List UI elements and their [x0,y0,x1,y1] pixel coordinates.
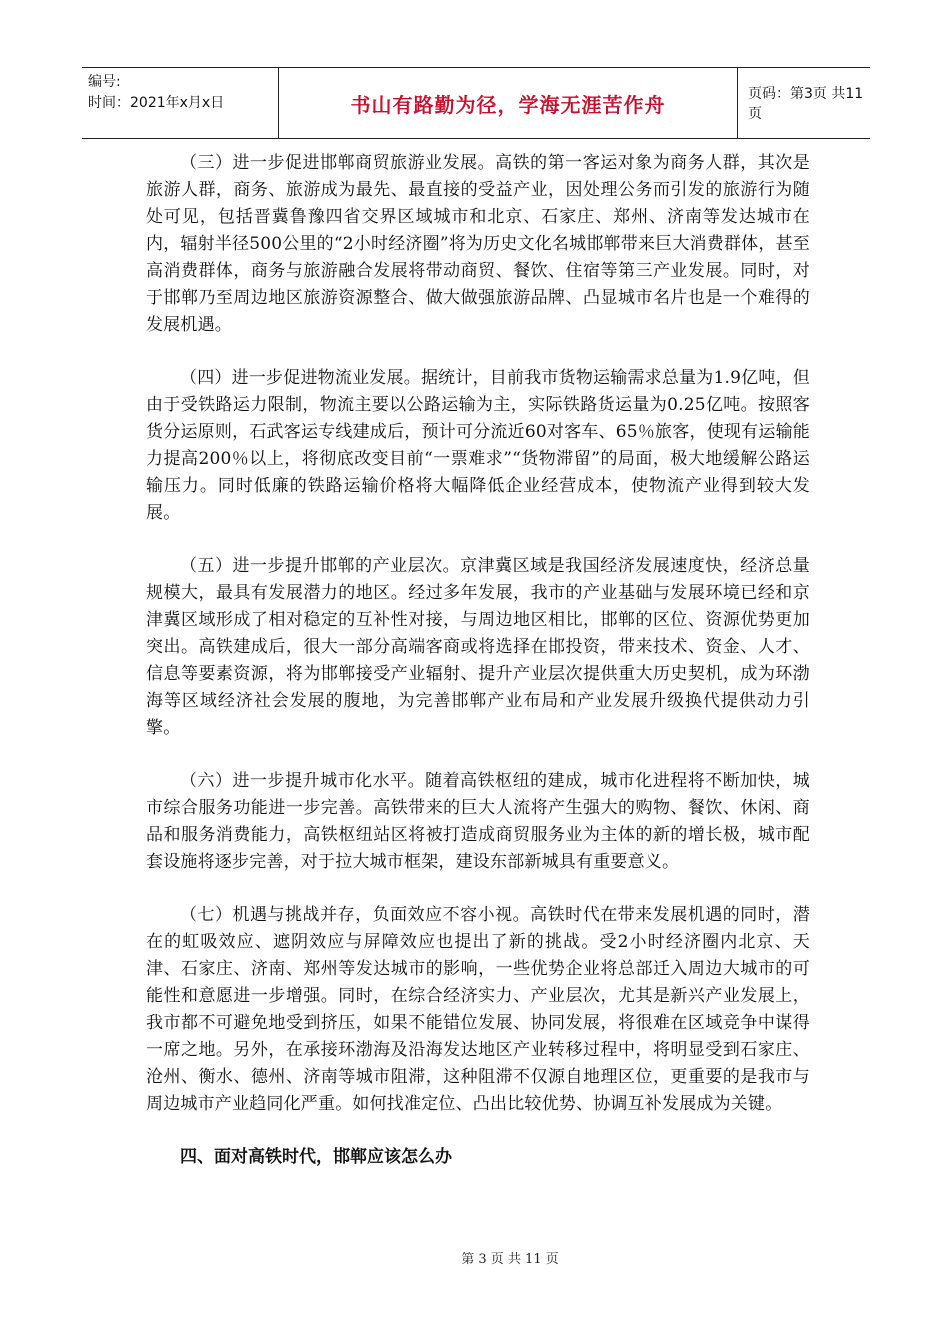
document-date: 时间：2021年x月x日 [88,95,225,111]
page-footer: 第 3 页 共 11 页 [461,1252,559,1267]
section-heading: 四、面对高铁时代，邯郸应该怎么办 [180,1147,452,1167]
header-page-info: 页码：第3页 共11页 [748,86,864,122]
paragraph-6: （六）进一步提升城市化水平。随着高铁枢纽的建成，城市化进程将不断加快，城市综合服务功能进一步完善。高铁带来的巨大人流将产生强大的购物、餐饮、休闲、商品和服务消费能力，高铁枢纽站区将被打造成商贸服务业为主体的新的增长极，城市配套设施将逐步完善，对于拉大城市框架，建设东部新城具有重要意义。 [146,771,810,872]
page-header [82,67,870,139]
paragraph-5: （五）进一步提升邯郸的产业层次。京津冀区域是我国经济发展速度快，经济总量规模大，最具有发展潜力的地区。经过多年发展，我市的产业基础与发展环境已经和京津冀区域形成了相对稳定的互补性对接，与周边地区相比，邯郸的区位、资源优势更加突出。高铁建成后，很大一部分高端客商或将选择在邯投资，带来技术、资金、人才、信息等要素资源，将为邯郸接受产业辐射、提升产业层次提供重大历史契机，成为环渤海等区域经济社会发展的腹地，为完善邯郸产业布局和产业发展升级换代提供动力引擎。 [146,556,810,738]
paragraph-4: （四）进一步促进物流业发展。据统计，目前我市货物运输需求总量为1.9亿吨，但由于受铁路运力限制，物流主要以公路运输为主，实际铁路货运量为0.25亿吨。按照客货分运原则，石武客运专线建成后，预计可分流近60对客车、65％旅客，使现有运输能力提高200％以上，将彻底改变目前“一票难求”“货物滞留”的局面，极大地缓解公路运输压力。同时低廉的铁路运输价格将大幅降低企业经营成本，使物流产业得到较大发展。 [146,368,810,523]
paragraph-3: （三）进一步促进邯郸商贸旅游业发展。高铁的第一客运对象为商务人群，其次是旅游人群，商务、旅游成为最先、最直接的受益产业，因处理公务而引发的旅游行为随处可见，包括晋冀鲁豫四省交界区域城市和北京、石家庄、郑州、济南等发达城市在内，辐射半径500公里的“2小时经济圈”将为历史文化名城邯郸带来巨大消费群体，甚至高消费群体，商务与旅游融合发展将带动商贸、餐饮、住宿等第三产业发展。同时，对于邯郸乃至周边地区旅游资源整合、做大做强旅游品牌、凸显城市名片也是一个难得的发展机遇。 [146,153,810,335]
header-meta [82,68,278,138]
document-number-label: 编号: [88,74,121,90]
paragraph-7: （七）机遇与挑战并存，负面效应不容小视。高铁时代在带来发展机遇的同时，潜在的虹吸效应、遮阴效应与屏障效应也提出了新的挑战。受2小时经济圈内北京、天津、石家庄、济南、郑州等发达城市的影响，一些优势企业将总部迁入周边大城市的可能性和意愿进一步增强。同时，在综合经济实力、产业层次，尤其是新兴产业发展上，我市都不可避免地受到挤压，如果不能错位发展、协同发展，将很难在区域竞争中谋得一席之地。另外，在承接环渤海及沿海发达地区产业转移过程中，将明显受到石家庄、沧州、衡水、德州、济南等城市阻滞，这种阻滞不仅源自地理区位，更重要的是我市与周边城市产业趋同化严重。如何找准定位、凸出比较优势、协调互补发展成为关键。 [146,905,810,1114]
document-body [146,150,810,1171]
header-motto: 书山有路勤为径，学海无涯苦作舟 [278,68,738,138]
